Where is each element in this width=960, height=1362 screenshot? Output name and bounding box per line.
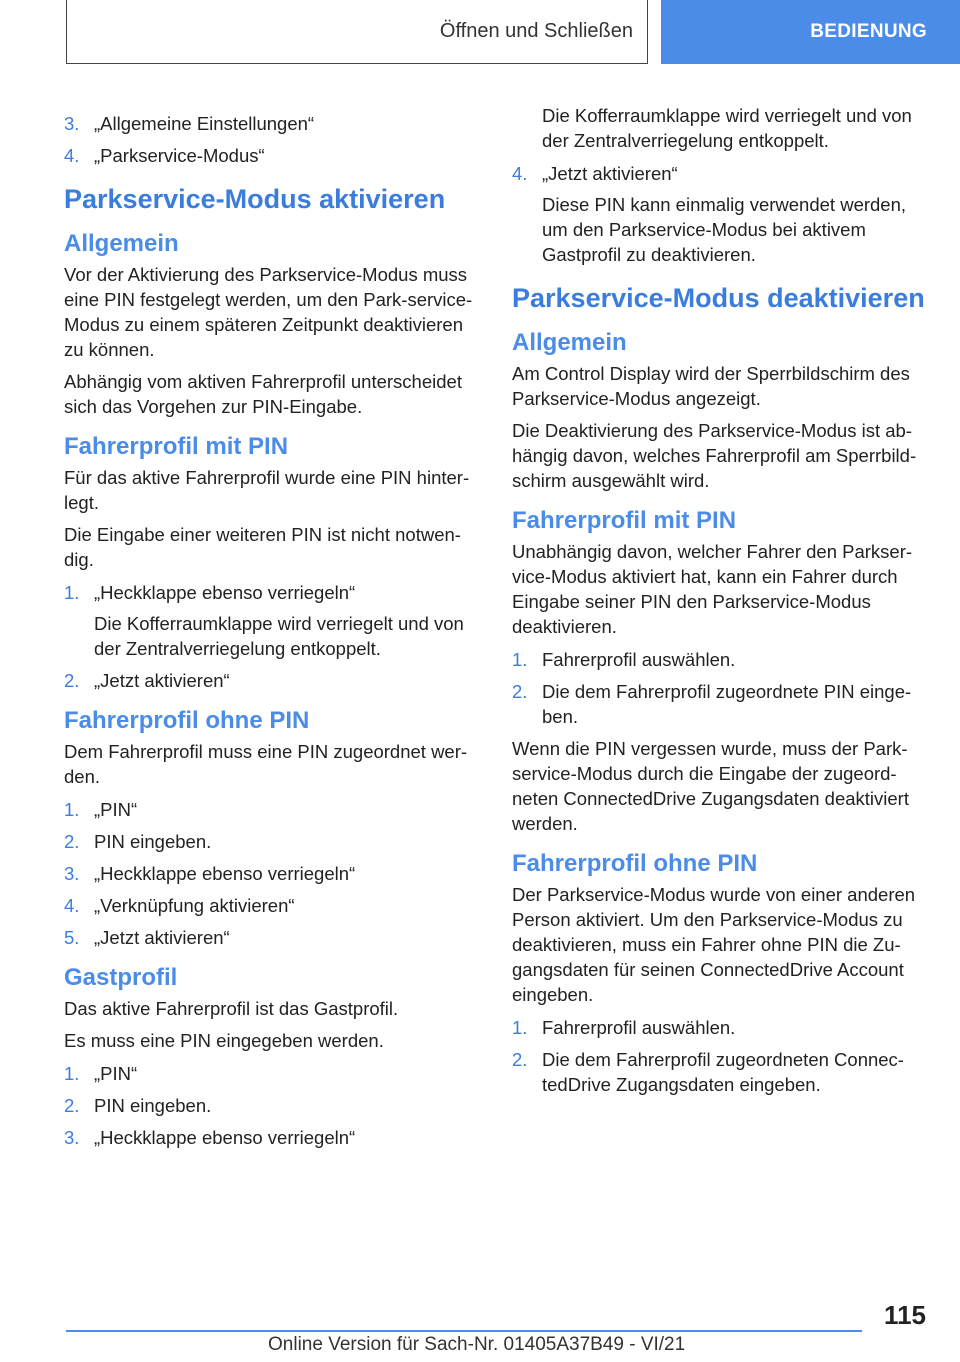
heading-gastprofil: Gastprofil (64, 964, 178, 991)
list-item (512, 161, 930, 267)
paragraph: Abhängig vom aktiven Fahrerprofil unterscheidet sich das Vorgehen zur PIN-Eingabe. (64, 371, 462, 417)
list-item-text: Fahrerprofil auswählen. (542, 649, 736, 670)
steps-list-mit-pin (64, 580, 484, 693)
list-item (64, 829, 484, 854)
paragraph: Für das aktive Fahrerprofil wurde eine PIN hinter-legt. (64, 467, 470, 513)
list-item-number: 2. (512, 681, 528, 702)
list-item-number: 2. (64, 831, 80, 852)
list-item-number: 1. (64, 582, 80, 603)
heading-mit-pin: Fahrerprofil mit PIN (512, 507, 737, 534)
paragraph: Unabhängig davon, welcher Fahrer den Parkser-vice-Modus aktiviert hat, kann ein Fahrer durch Eingabe seiner PIN den Parkservice-Modus deaktivieren. (512, 541, 913, 637)
right-column (512, 103, 930, 1104)
list-item (64, 797, 484, 822)
steps-list-ohne-pin (64, 797, 484, 950)
list-item-number: 1. (64, 799, 80, 820)
list-item (512, 647, 930, 672)
list-item-text: PIN eingeben. (94, 1095, 212, 1116)
section-tab (66, 0, 648, 64)
list-item-text: Fahrerprofil auswählen. (542, 1017, 736, 1038)
heading-allgemein: Allgemein (512, 329, 627, 356)
steps-list-continued (512, 161, 930, 267)
list-item (64, 1093, 484, 1118)
chapter-title: BEDIENUNG (810, 21, 927, 42)
list-item (64, 1125, 484, 1150)
left-column (64, 103, 484, 1157)
intro-list (64, 111, 484, 168)
list-item-number: 5. (64, 927, 80, 948)
list-item (64, 143, 484, 168)
list-item-number: 2. (512, 1049, 528, 1070)
heading-aktivieren: Parkservice-Modus aktivieren (64, 184, 446, 214)
heading-ohne-pin: Fahrerprofil ohne PIN (512, 850, 758, 877)
steps-list-mit-pin (512, 647, 930, 729)
paragraph: Die Deaktivierung des Parkservice-Modus ist ab-hängig davon, welches Fahrerprofil am Sperrbild-schirm ausgewählt wird. (512, 420, 917, 491)
continued-text: Die Kofferraumklappe wird verriegelt und von der Zentralverriegelung entkoppelt. (542, 105, 912, 151)
list-item (64, 893, 484, 918)
paragraph: Das aktive Fahrerprofil ist das Gastprofil. (64, 998, 399, 1019)
paragraph: Dem Fahrerprofil muss eine PIN zugeordnet wer-den. (64, 741, 468, 787)
paragraph: Der Parkservice-Modus wurde von einer anderen Person aktiviert. Um den Parkservice-Modus zu deaktivieren, muss ein Fahrer ohne PIN die Zu-gangsdaten für seinen ConnectedDrive Account eingeben. (512, 884, 916, 1005)
page-header (0, 0, 960, 66)
list-item-text: PIN eingeben. (94, 831, 212, 852)
list-item-text: Die dem Fahrerprofil zugeordnete PIN einge-ben. (542, 681, 912, 727)
list-item-text: „Heckklappe ebenso verriegeln“ (94, 582, 356, 603)
list-item (64, 1061, 484, 1086)
list-item (64, 580, 484, 661)
list-item-number: 1. (512, 649, 528, 670)
list-item-text: „PIN“ (94, 1063, 138, 1084)
list-item-number: 1. (512, 1017, 528, 1038)
steps-list-ohne-pin (512, 1015, 930, 1097)
paragraph: Am Control Display wird der Sperrbildschirm des Parkservice-Modus angezeigt. (512, 363, 910, 409)
list-item-text: Die dem Fahrerprofil zugeordneten Connec-tedDrive Zugangsdaten eingeben. (542, 1049, 904, 1095)
list-item (64, 111, 484, 136)
list-item-number: 3. (64, 113, 80, 134)
heading-ohne-pin: Fahrerprofil ohne PIN (64, 707, 310, 734)
footer-text: Online Version für Sach-Nr. 01405A37B49 - VI/21 (268, 1334, 686, 1355)
list-item-number: 4. (64, 895, 80, 916)
heading-mit-pin: Fahrerprofil mit PIN (64, 433, 289, 460)
list-item-subtext: Die Kofferraumklappe wird verriegelt und von der Zentralverriegelung entkoppelt. (94, 613, 464, 659)
list-item-text: „Jetzt aktivieren“ (542, 163, 678, 184)
heading-deaktivieren: Parkservice-Modus deaktivieren (512, 283, 925, 313)
steps-list-gastprofil (64, 1061, 484, 1150)
list-item-text: „Jetzt aktivieren“ (94, 670, 230, 691)
footer-divider (66, 1330, 862, 1332)
list-item-number: 4. (64, 145, 80, 166)
heading-allgemein: Allgemein (64, 230, 179, 257)
list-item (64, 925, 484, 950)
list-item (512, 1015, 930, 1040)
list-item-text: „Heckklappe ebenso verriegeln“ (94, 863, 356, 884)
list-item-number: 4. (512, 163, 528, 184)
list-item-text: „PIN“ (94, 799, 138, 820)
list-item (64, 861, 484, 886)
list-item-text: „Allgemeine Einstellungen“ (94, 113, 315, 134)
list-item-subtext: Diese PIN kann einmalig verwendet werden, um den Parkservice-Modus bei aktivem Gastprofil zu deaktivieren. (542, 194, 907, 265)
list-item-text: „Parkservice-Modus“ (94, 145, 265, 166)
list-item-text: „Verknüpfung aktivieren“ (94, 895, 295, 916)
list-item-number: 2. (64, 1095, 80, 1116)
list-item-text: „Jetzt aktivieren“ (94, 927, 230, 948)
paragraph: Die Eingabe einer weiteren PIN ist nicht notwen-dig. (64, 524, 461, 570)
list-item (512, 1047, 930, 1097)
paragraph: Vor der Aktivierung des Parkservice-Modus muss eine PIN festgelegt werden, um den Park-service-Modus zu einem späteren Zeitpunkt deaktivieren zu können. (64, 264, 473, 360)
section-title: Öffnen und Schließen (439, 20, 633, 42)
list-item-number: 3. (64, 863, 80, 884)
list-item-number: 1. (64, 1063, 80, 1084)
paragraph: Wenn die PIN vergessen wurde, muss der Park-service-Modus durch die Eingabe der zugeord-neten ConnectedDrive Zugangsdaten deaktiviert werden. (512, 738, 909, 834)
list-item-number: 3. (64, 1127, 80, 1148)
list-item-number: 2. (64, 670, 80, 691)
list-item (64, 668, 484, 693)
chapter-tab (661, 0, 960, 64)
list-item (512, 679, 930, 729)
paragraph: Es muss eine PIN eingegeben werden. (64, 1030, 384, 1051)
list-item-text: „Heckklappe ebenso verriegeln“ (94, 1127, 356, 1148)
page-number: 115 (884, 1300, 926, 1330)
